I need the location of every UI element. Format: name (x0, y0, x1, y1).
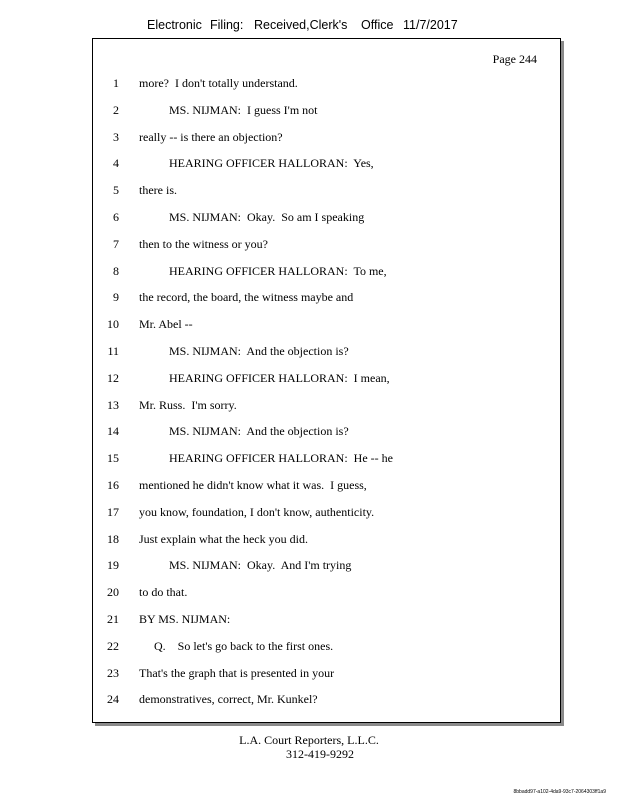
line-number: 21 (107, 612, 119, 626)
transcript-line (93, 398, 553, 414)
transcript-line (93, 237, 553, 253)
transcript-line (93, 317, 553, 333)
line-text: MS. NIJMAN: I guess I'm not (139, 102, 318, 117)
line-number: 4 (113, 156, 119, 171)
line-text: MS. NIJMAN: And the objection is? (139, 424, 349, 439)
line-text: HEARING OFFICER HALLORAN: To me, (139, 263, 387, 278)
line-text: demonstratives, correct, Mr. Kunkel? (139, 692, 318, 707)
transcript-line (93, 210, 553, 226)
transcript-line (93, 692, 553, 708)
line-text: more? I don't totally understand. (139, 76, 298, 90)
court-reporter-name: L.A. Court Reporters, L.L.C. (239, 733, 379, 747)
transcript-line (93, 666, 553, 682)
transcript-line (93, 532, 553, 548)
line-number: 8 (113, 263, 119, 278)
line-text: there is. (139, 183, 177, 198)
line-number: 13 (107, 397, 119, 412)
line-text: BY MS. NIJMAN: (139, 612, 231, 626)
transcript-line (93, 130, 553, 146)
line-number: 11 (107, 344, 119, 358)
transcript-line (93, 558, 553, 574)
line-text: to do that. (139, 585, 188, 600)
page-number: Page 244 (492, 52, 537, 66)
line-number: 15 (107, 451, 119, 466)
line-number: 2 (113, 102, 119, 117)
transcript-line (93, 344, 553, 360)
line-text: HEARING OFFICER HALLORAN: He -- he (139, 451, 393, 466)
line-number: 1 (113, 76, 119, 90)
line-number: 9 (113, 290, 119, 305)
line-number: 19 (107, 558, 119, 573)
line-number: 12 (107, 370, 119, 385)
line-number: 18 (107, 531, 119, 546)
stamp-electronic: Electronic (147, 18, 202, 32)
transcript-line (93, 612, 553, 628)
line-number: 17 (107, 504, 119, 519)
stamp-received: Received,Clerk's (254, 18, 348, 32)
line-number: 10 (107, 317, 119, 332)
line-text: Q. So let's go back to the first ones. (139, 638, 334, 653)
line-number: 6 (113, 210, 119, 224)
line-number: 24 (107, 692, 119, 707)
line-text: really -- is there an objection? (139, 129, 283, 144)
transcript-line (93, 76, 553, 92)
transcript-page (92, 38, 561, 723)
stamp-filing: Filing: (210, 18, 244, 32)
line-text: HEARING OFFICER HALLORAN: I mean, (139, 370, 390, 385)
transcript-line (93, 371, 553, 387)
transcript-line (93, 264, 553, 280)
footer (0, 733, 618, 761)
transcript-line (93, 451, 553, 467)
line-text: Mr. Abel -- (139, 317, 193, 332)
line-text: That's the graph that is presented in your (139, 665, 335, 680)
line-text: MS. NIJMAN: And the objection is? (139, 344, 349, 358)
stamp-office: Office (361, 18, 394, 32)
line-number: 22 (107, 638, 119, 653)
filing-stamp (0, 18, 618, 38)
line-text: MS. NIJMAN: Okay. And I'm trying (139, 558, 352, 573)
transcript-line (93, 424, 553, 440)
transcript-line (93, 183, 553, 199)
line-text: then to the witness or you? (139, 236, 268, 251)
line-text: the record, the board, the witness maybe and (139, 290, 354, 305)
line-text: MS. NIJMAN: Okay. So am I speaking (139, 210, 365, 224)
transcript-line (93, 478, 553, 494)
line-text: mentioned he didn't know what it was. I guess, (139, 478, 367, 492)
transcript-line (93, 103, 553, 119)
line-number: 3 (113, 129, 119, 144)
line-text: HEARING OFFICER HALLORAN: Yes, (139, 156, 374, 171)
line-text: Mr. Russ. I'm sorry. (139, 397, 237, 412)
line-number: 16 (107, 478, 119, 492)
line-number: 20 (107, 585, 119, 600)
line-number: 7 (113, 236, 119, 251)
court-reporter-phone: 312-419-9292 (286, 747, 354, 761)
transcript-line (93, 639, 553, 655)
transcript-line (93, 585, 553, 601)
transcript-line (93, 290, 553, 306)
transcript-line (93, 505, 553, 521)
line-number: 5 (113, 183, 119, 198)
line-number: 23 (107, 665, 119, 680)
line-number: 14 (107, 424, 119, 439)
line-text: Just explain what the heck you did. (139, 531, 308, 546)
document-hash: 8bbadd97-a102-4da9-93c7-2064303ff1a9 (513, 789, 606, 795)
stamp-date: 11/7/2017 (403, 18, 458, 32)
line-text: you know, foundation, I don't know, authenticity. (139, 504, 375, 519)
transcript-line (93, 156, 553, 172)
